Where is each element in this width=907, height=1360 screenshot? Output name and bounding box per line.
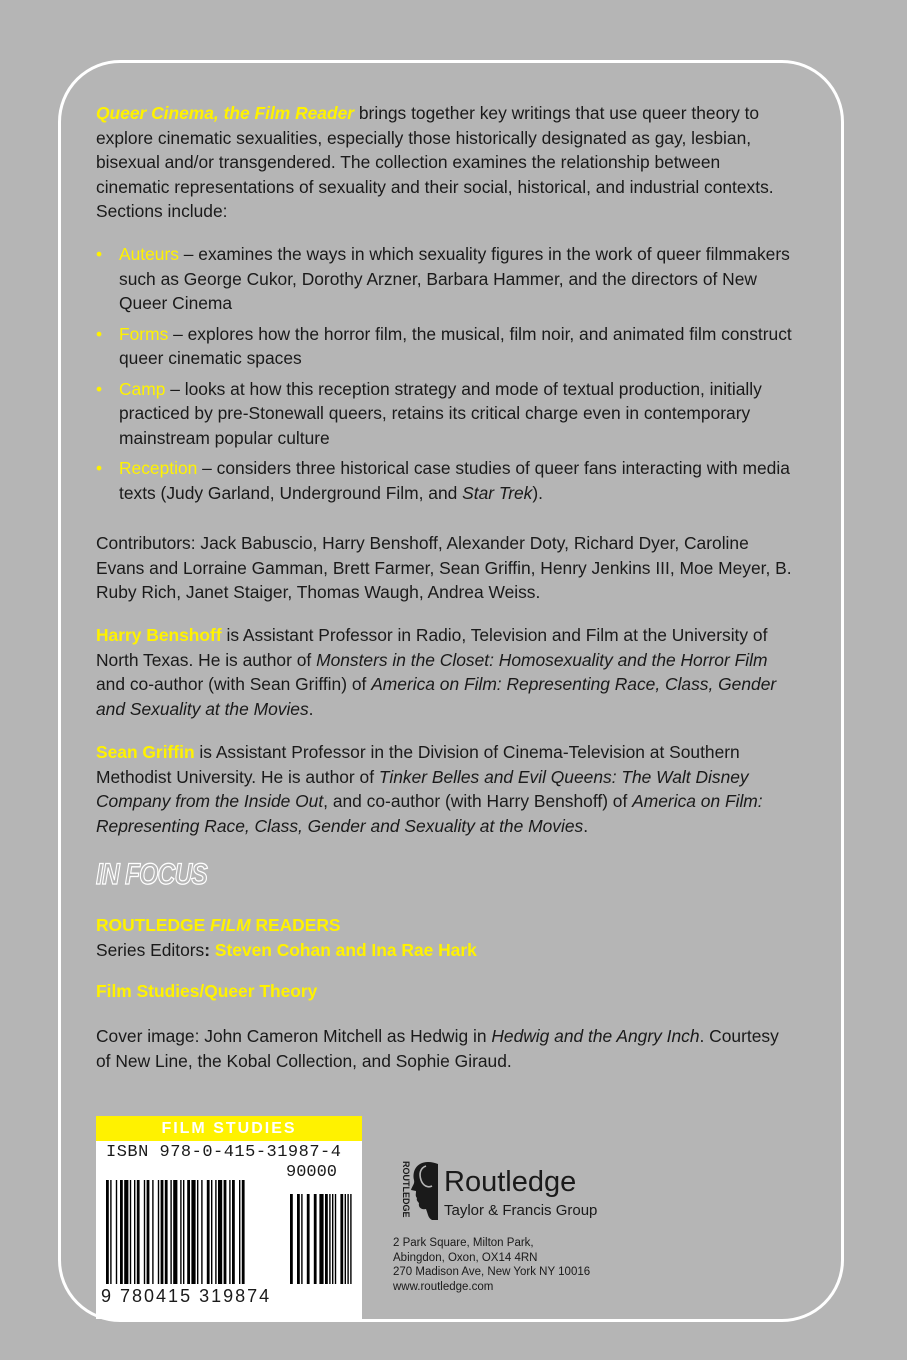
book-title: America on Film: Representing Race, Class, Gender and Sexuality at the Movies (96, 674, 777, 719)
series-word: READERS (255, 915, 341, 935)
barcode-bar (229, 1180, 230, 1284)
addon-bar (301, 1194, 302, 1284)
list-item (96, 377, 796, 451)
addon-bar (290, 1194, 293, 1284)
addon-bar (350, 1194, 351, 1284)
addon-bar (297, 1194, 300, 1284)
bullet-icon: • (96, 378, 103, 399)
barcode-bar (191, 1180, 195, 1284)
book-title: Tinker Belles and Evil Queens: The Walt Disney Company from the Inside Out (96, 766, 749, 811)
series-editors-label: Series Editors (96, 939, 205, 960)
series-title (96, 913, 477, 938)
barcode-bar (152, 1180, 153, 1284)
barcode-bar (218, 1180, 222, 1284)
addon-bar (335, 1194, 336, 1284)
price-code: 90000 (286, 1163, 338, 1182)
addon-bar (329, 1194, 330, 1284)
book-title: America on Film: Representing Race, Class, Gender and Sexuality at the Movies (96, 791, 763, 836)
series-editors-names: Steven Cohan and Ina Rae Hark (214, 939, 477, 960)
addon-bar (332, 1194, 333, 1284)
section-text: – looks at how this reception strategy and mode of textual production, initially practiced by pre-Stonewall queers, retains its critical charge even in contemporary mainstream popular culture (119, 378, 762, 448)
barcode-bar (110, 1180, 111, 1284)
in-focus-logo: IN FOCUS (96, 858, 207, 891)
cover-text: . Courtesy of New Line, the Kobal Collection, and Sophie Giraud. (96, 1026, 779, 1071)
barcode-bar (232, 1180, 235, 1284)
address-line: Abingdon, Oxon, OX14 4RN (393, 1251, 538, 1264)
barcode-bar (165, 1180, 168, 1284)
cover-credit (96, 1024, 796, 1073)
bullet-icon: • (96, 323, 103, 344)
barcode-bar (137, 1180, 140, 1284)
barcode-bar (147, 1180, 150, 1284)
publisher-name: Routledge (444, 1166, 577, 1198)
barcode-bar (170, 1180, 171, 1284)
book-title: Queer Cinema, the Film Reader (96, 103, 355, 123)
address-line: 2 Park Square, Milton Park, (393, 1237, 534, 1249)
series-word: ROUTLEDGE (96, 915, 206, 935)
bio-text: , and co-author (with Harry Benshoff) of (323, 791, 628, 811)
barcode-bar (211, 1180, 212, 1284)
barcode-bar (224, 1180, 227, 1284)
barcode-bar (242, 1180, 245, 1284)
colon: : (204, 939, 211, 960)
book-title: Monsters in the Closet: Homosexuality and the Horror Film (316, 649, 768, 670)
list-item (96, 322, 796, 371)
ean-digits: 9 780415 319874 (101, 1286, 272, 1306)
editor-name: Harry Benshoff (96, 625, 222, 645)
list-item (96, 456, 796, 505)
editor-bio-griffin (96, 740, 796, 838)
series-editors (96, 938, 477, 963)
list-item (96, 242, 796, 316)
subject-category: Film Studies/Queer Theory (96, 981, 318, 1001)
section-text: – explores how the horror film, the musical, film noir, and animated film construct queer cinematic spaces (119, 323, 792, 368)
bio-text: . (583, 815, 589, 836)
editor-name: Sean Griffin (96, 742, 195, 762)
barcode-bar (144, 1180, 145, 1284)
barcode-bar (173, 1180, 177, 1284)
cover-text: Cover image: John Cameron Mitchell as Hedwig in (96, 1026, 487, 1046)
section-name: Forms (119, 323, 169, 344)
subject-band: FILM STUDIES (96, 1116, 362, 1141)
intro-text: brings together key writings that use queer theory to explore cinematic sexualities, especially those historically designated as gay, lesbian, bisexual and/or transgendered. The collection examines the relationship between cinematic representations of sexuality and their social, historical, and industrial contexts. Sections include: (96, 103, 774, 221)
addon-bar (314, 1194, 317, 1284)
series-word: FILM (210, 915, 251, 935)
bullet-icon: • (96, 244, 103, 264)
barcode-bar (239, 1180, 240, 1284)
bio-text: is Assistant Professor in the Division of Cinema-Television at Southern Methodist University. He is author of (96, 742, 740, 787)
contributors: Contributors: Jack Babuscio, Harry Benshoff, Alexander Doty, Richard Dyer, Caroline Evans and Lorraine Gamman, Brett Farmer, Sean Griffin, Henry Jenkins III, Moe Meyer, B. Ruby Rich, Janet Staiger, Thomas Waugh, Andrea Weiss. (96, 533, 792, 602)
series-info (96, 913, 477, 962)
film-title: Hedwig and the Angry Inch (491, 1026, 700, 1046)
section-text: – examines the ways in which sexuality figures in the work of queer filmmakers such as George Cukor, Dorothy Arzner, Barbara Hammer, and the directors of New Queer Cinema (119, 244, 790, 313)
barcode-bar (130, 1180, 131, 1284)
bio-text: . (308, 698, 314, 719)
isbn-text: ISBN 978-0-415-31987-4 (106, 1143, 342, 1162)
barcode-bar (187, 1180, 190, 1284)
section-end: ). (532, 482, 543, 503)
barcode-bar (201, 1180, 202, 1284)
barcode-bar (197, 1180, 198, 1284)
barcode-bar (120, 1180, 123, 1284)
barcode-bar (124, 1180, 128, 1284)
section-name: Camp (119, 378, 166, 399)
publisher-address (393, 1236, 590, 1294)
sections-list (96, 242, 796, 511)
addon-bar (307, 1194, 310, 1284)
addon-bar (345, 1194, 346, 1284)
section-name: Reception (119, 458, 198, 478)
publisher-vertical-wordmark (392, 1160, 411, 1226)
bio-text: is Assistant Professor in Radio, Television and Film at the University of North Texas. He is author of (96, 625, 768, 670)
addon-bar (347, 1194, 348, 1284)
barcode-bar (106, 1180, 109, 1284)
barcode-bar (180, 1180, 181, 1284)
section-text: – considers three historical case studies of queer fans interacting with media texts (Judy Garland, Underground Film, and (119, 458, 790, 503)
routledge-head-icon (408, 1160, 440, 1222)
barcode-bar (158, 1180, 159, 1284)
addon-bar (340, 1194, 343, 1284)
barcode-bar (134, 1180, 135, 1284)
addon-bar (319, 1194, 323, 1284)
svg-text:ROUTLEDGE: ROUTLEDGE (401, 1161, 411, 1218)
barcode-bar (116, 1180, 117, 1284)
barcode-bar (183, 1180, 184, 1284)
publisher-group: Taylor & Francis Group (444, 1202, 598, 1219)
bullet-icon: • (96, 458, 103, 478)
publisher-url: www.routledge.com (393, 1280, 494, 1293)
section-italic: Star Trek (462, 482, 533, 503)
barcode-bar (161, 1180, 164, 1284)
section-name: Auteurs (119, 244, 179, 264)
barcode-bar (215, 1180, 216, 1284)
address-line: 270 Madison Ave, New York NY 10016 (393, 1266, 591, 1278)
intro-paragraph (96, 101, 796, 224)
barcode-block (96, 1116, 362, 1319)
addon-bar (325, 1194, 328, 1284)
barcode-bar (207, 1180, 210, 1284)
bio-text: and co-author (with Sean Griffin) of (96, 674, 367, 694)
editor-bio-benshoff (96, 623, 796, 721)
barcode-bars (106, 1180, 354, 1284)
